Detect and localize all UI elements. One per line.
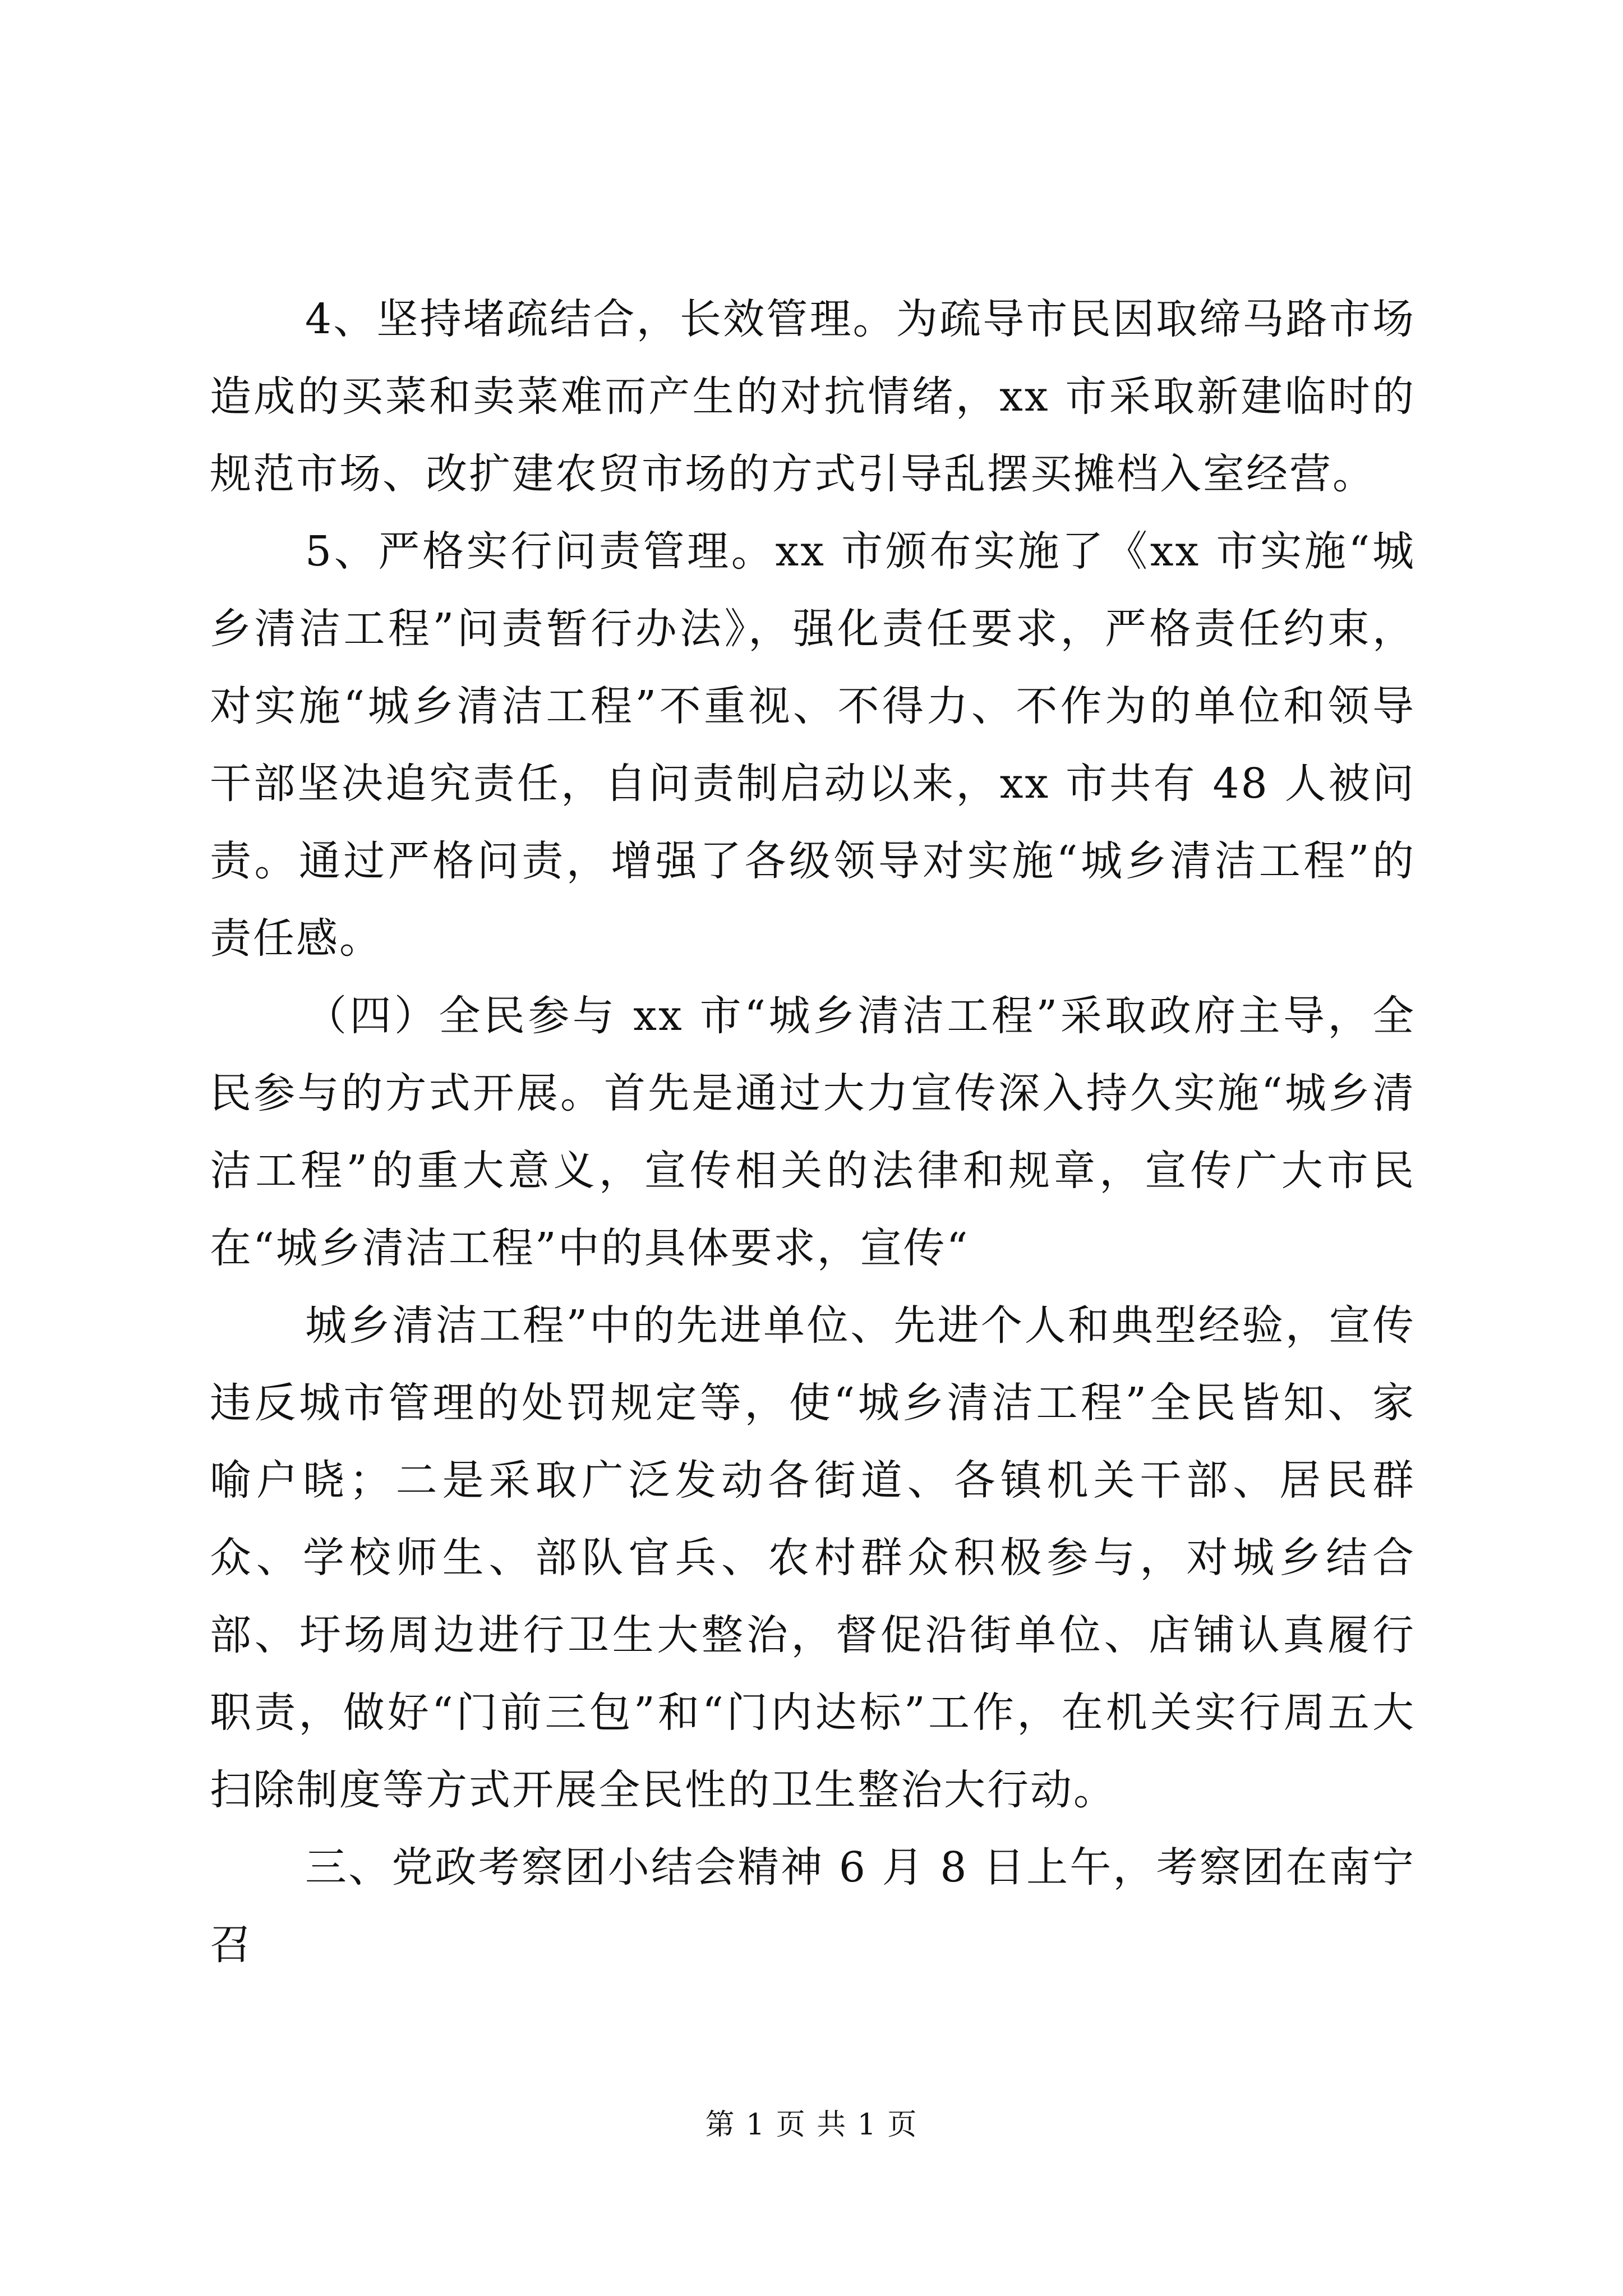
paragraph-continuation: 城乡清洁工程”中的先进单位、先进个人和典型经验，宣传违反城市管理的处罚规定等，使“城乡清洁工程”全民皆知、家喻户晓；二是采取广泛发动各街道、各镇机关干部、居民群众、学校师生、部队官兵、农村群众积极参与，对城乡结合部、圩场周边进行卫生大整治，督促沿街单位、店铺认真履行职责，做好“门前三包”和“门内达标”工作，在机关实行周五大扫除制度等方式开展全民性的卫生整治大行动。 [210, 1301, 1415, 1814]
document-body [210, 280, 1415, 1984]
paragraph-section-3-heading: 三、党政考察团小结会精神 6 月 8 日上午，考察团在南宁召 [210, 1843, 1415, 1969]
paragraph-point-4: 4、坚持堵疏结合，长效管理。为疏导市民因取缔马路市场造成的买菜和卖菜难而产生的对抗情绪，xx 市采取新建临时的规范市场、改扩建农贸市场的方式引导乱摆买摊档入室经营。 [210, 295, 1415, 498]
page-number-footer: 第 1 页 共 1 页 [705, 2108, 918, 2142]
paragraph-point-5: 5、严格实行问责管理。xx 市颁布实施了《xx 市实施“城乡清洁工程”问责暂行办法》，强化责任要求，严格责任约束，对实施“城乡清洁工程”不重视、不得力、不作为的单位和领导干部坚决追究责任，自问责制启动以来，xx 市共有 48 人被问责。通过严格问责，增强了各级领导对实施“城乡清洁工程”的责任感。 [210, 527, 1415, 963]
paragraph-section-4: （四）全民参与 xx 市“城乡清洁工程”采取政府主导，全民参与的方式开展。首先是通过大力宣传深入持久实施“城乡清洁工程”的重大意义，宣传相关的法律和规章，宣传广大市民在“城乡清洁工程”中的具体要求，宣传“ [210, 992, 1415, 1272]
